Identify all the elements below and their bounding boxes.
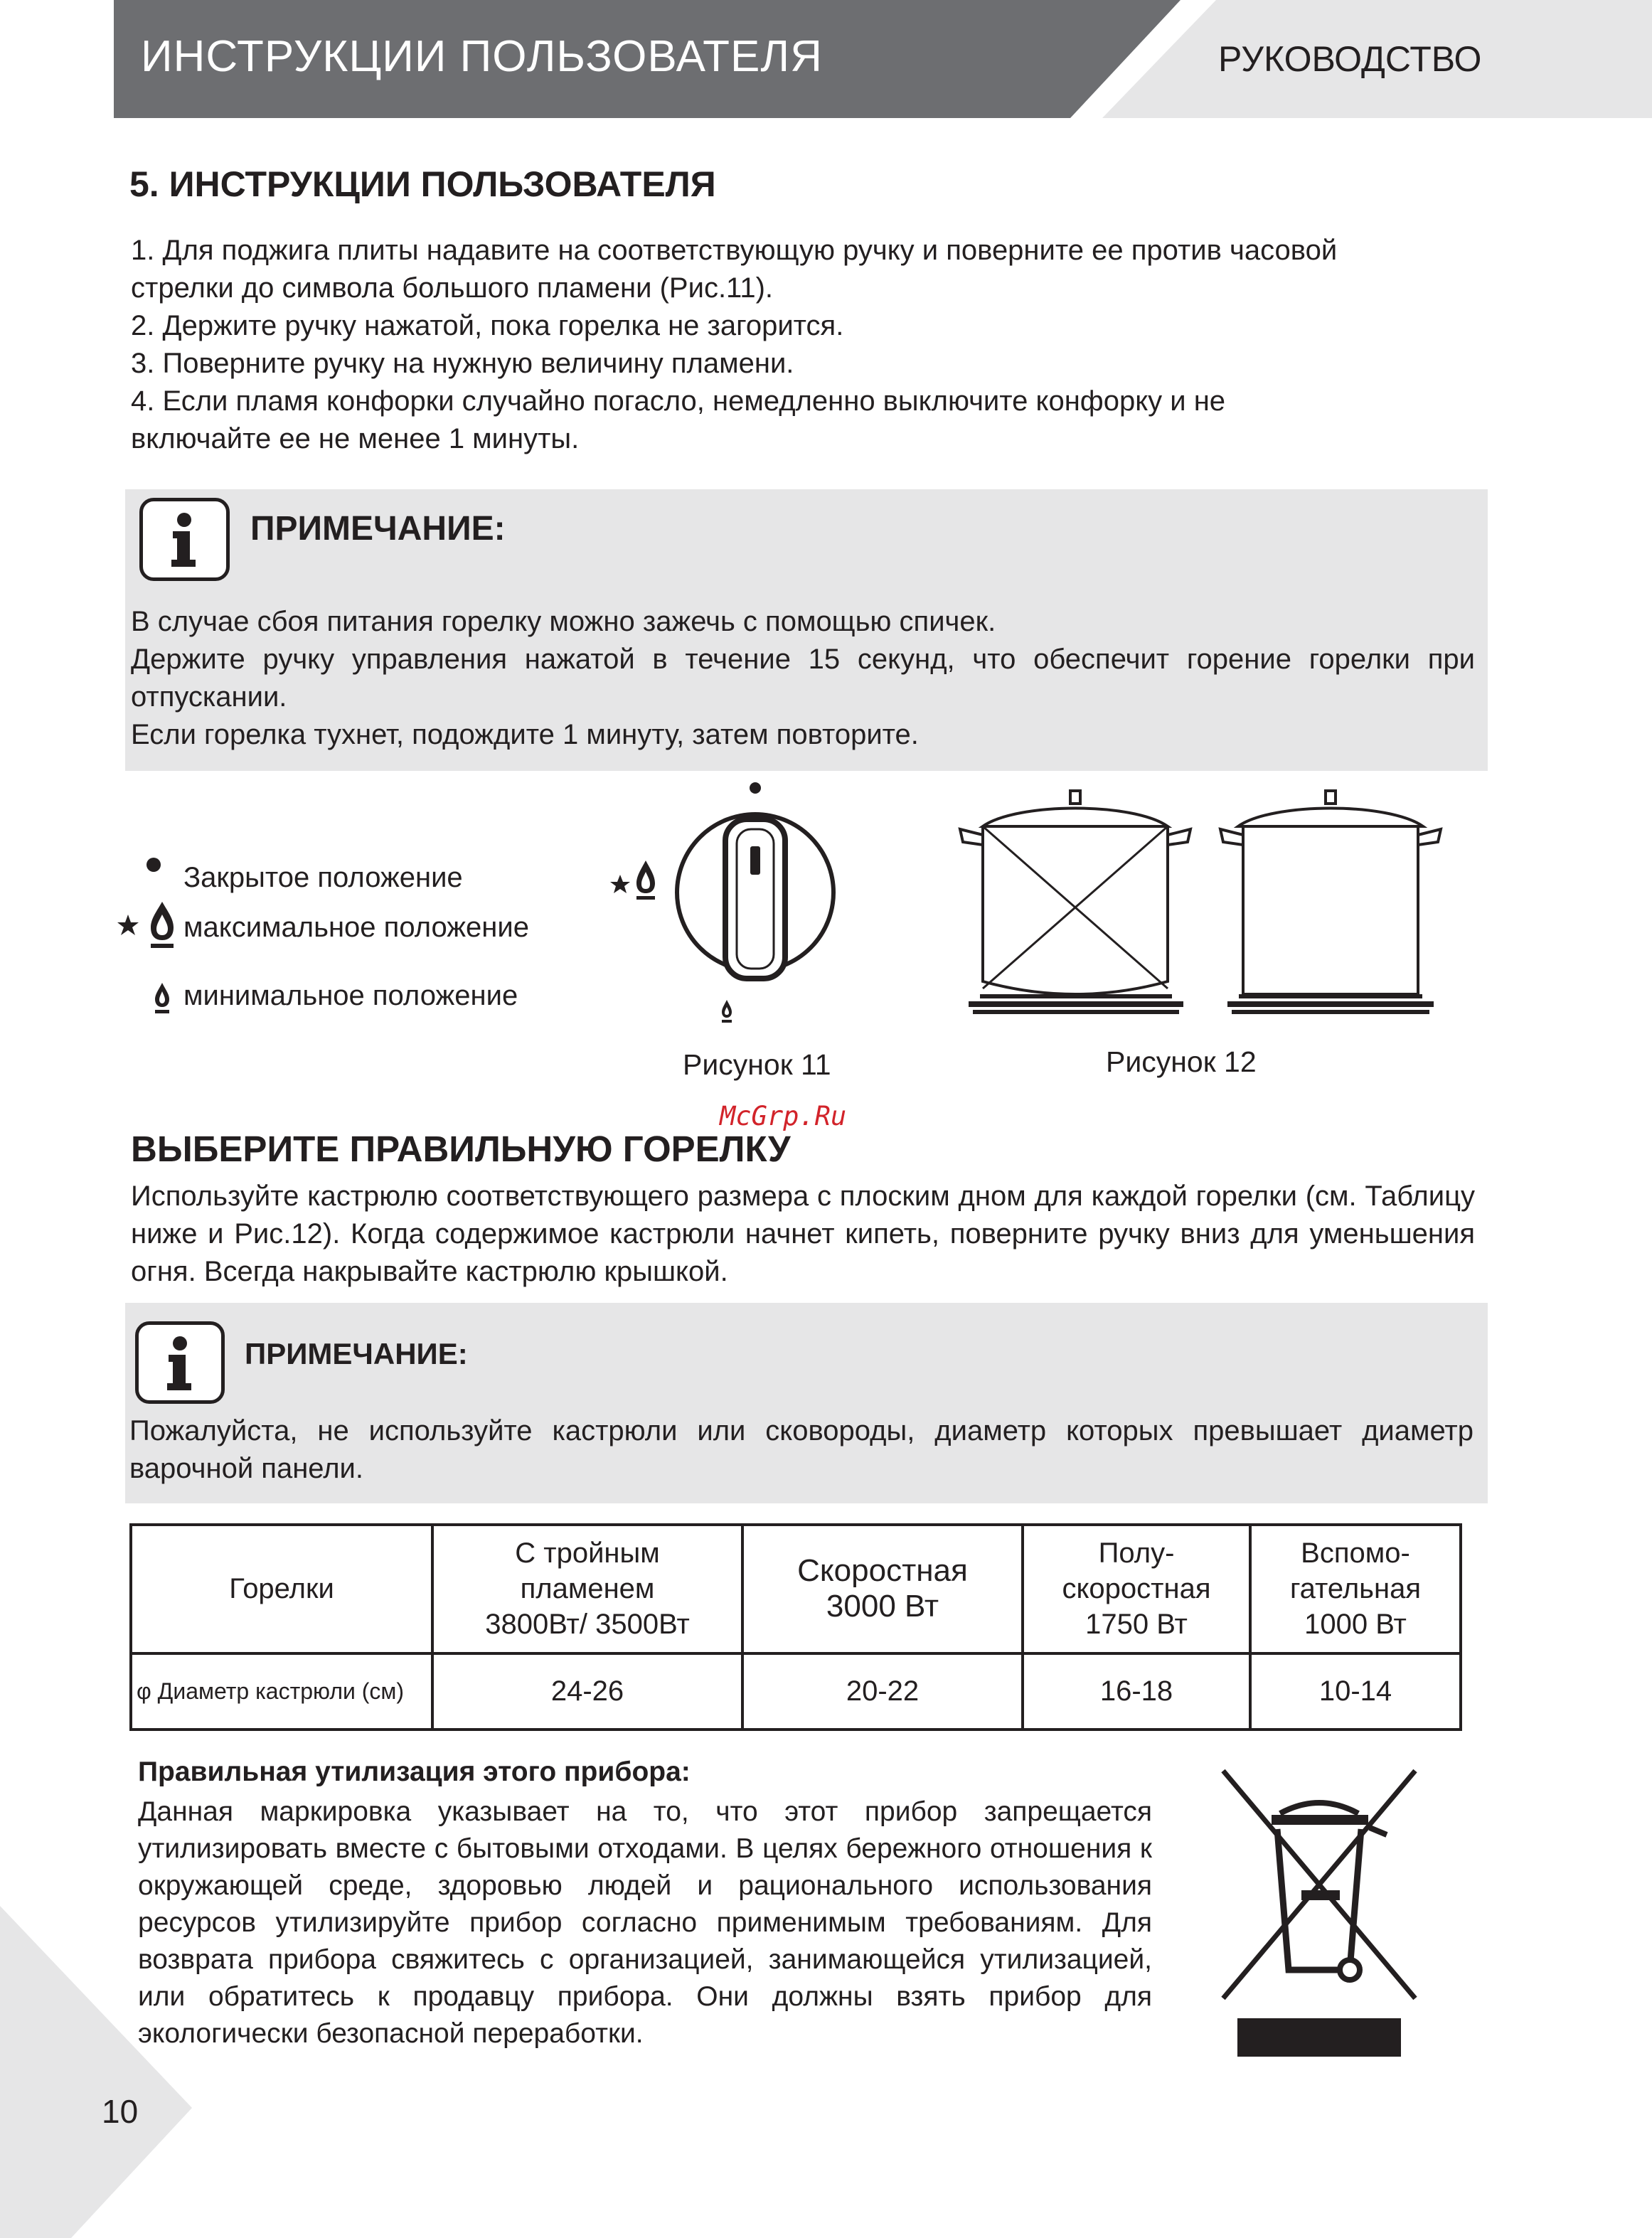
table-cell: 16-18	[1023, 1653, 1250, 1730]
note-line: Если горелка тухнет, подождите 1 минуту, затем повторите.	[131, 719, 919, 750]
small-flame-icon	[155, 983, 169, 1013]
select-burner-title: ВЫБЕРИТЕ ПРАВИЛЬНУЮ ГОРЕЛКУ	[131, 1129, 791, 1169]
table-header-cell: Скоростная 3000 Вт	[742, 1525, 1023, 1653]
select-burner-text	[131, 1178, 1475, 1291]
table-row	[131, 1653, 1461, 1730]
step-line: 3. Поверните ручку на нужную величину пламени.	[131, 348, 794, 379]
step-line: включайте ее не менее 1 минуты.	[131, 423, 580, 454]
page-number: 10	[102, 2093, 139, 2130]
note-text	[131, 603, 1475, 754]
step-line: стрелки до символа большого пламени (Рис.11).	[131, 272, 774, 304]
legend-closed: Закрытое положение	[183, 862, 463, 893]
disposal-paragraph: Данная маркировка указывает на то, что этот прибор запрещается утилизировать вместе с бытовыми отходами. В целях бережного отношения к окружающей среде, здоровью людей и рационального использования ресурсов утилизируйте прибор согласно применимым требованиям. Для возврата прибора свяжитесь с организацией, занимающейся утилизацией, или обратитесь к продавцу прибора. Они должны взять прибор для экологически безопасной переработки.	[138, 1796, 1152, 2049]
select-burner-paragraph: Используйте кастрюлю соответствующего размера с плоским дном для каждой горелки (см. Таблицу ниже и Рис.12). Когда содержимое кастрюли начнет кипеть, поверните ручку вниз для уменьшения огня. Всегда накрывайте кастрюлю крышкой.	[131, 1181, 1475, 1287]
dot-icon	[146, 858, 161, 872]
step-line: 4. Если пламя конфорки случайно погасло, немедленно выключите конфорку и не	[131, 385, 1226, 417]
info-icon	[139, 498, 230, 581]
figure-12-caption: Рисунок 12	[1106, 1045, 1257, 1078]
table-cell: 24-26	[432, 1653, 742, 1730]
legend-max: максимальное положение	[183, 912, 529, 943]
legend-icons	[114, 851, 192, 1028]
star-flame-icon	[117, 902, 174, 948]
legend-min: минимальное положение	[183, 980, 518, 1011]
disposal-title: Правильная утилизация этого прибора:	[138, 1757, 691, 1787]
note-title: ПРИМЕЧАНИЕ:	[245, 1337, 468, 1370]
note-line: Пожалуйста, не используйте кастрюли или сковороды, диаметр которых превышает диаметр варочной панели.	[129, 1415, 1474, 1484]
instruction-steps	[131, 232, 1482, 458]
table-header-cell: Полу- скоростная 1750 Вт	[1023, 1525, 1250, 1653]
note-line: В случае сбоя питания горелку можно зажечь с помощью спичек.	[131, 606, 996, 637]
burner-table	[129, 1523, 1462, 1731]
table-row-label: φ Диаметр кастрюли (см)	[131, 1653, 432, 1730]
step-line: 1. Для поджига плиты надавите на соответствующую ручку и поверните ее против часовой	[131, 235, 1338, 266]
note-title: ПРИМЕЧАНИЕ:	[250, 510, 506, 548]
table-cell: 10-14	[1250, 1653, 1461, 1730]
crossed-bin-icon	[1209, 1764, 1422, 2062]
figure-11-knob	[604, 775, 875, 1031]
header-manual-label: РУКОВОДСТВО	[1218, 39, 1482, 79]
header-section-title: ИНСТРУКЦИИ ПОЛЬЗОВАТЕЛЯ	[141, 32, 823, 81]
disposal-text	[138, 1794, 1152, 2052]
section-title: 5. ИНСТРУКЦИИ ПОЛЬЗОВАТЕЛЯ	[129, 164, 716, 204]
info-icon	[135, 1321, 225, 1404]
table-header-row	[131, 1525, 1461, 1653]
step-line: 2. Держите ручку нажатой, пока горелка не загорится.	[131, 310, 844, 341]
table-header-cell: Вспомо- гательная 1000 Вт	[1250, 1525, 1461, 1653]
wrong-pot-icon	[960, 791, 1190, 1014]
figure-11-caption: Рисунок 11	[683, 1048, 831, 1081]
table-cell: 20-22	[742, 1653, 1023, 1730]
correct-pot-icon	[1220, 791, 1441, 1014]
figure-12-pots	[953, 782, 1465, 1024]
table-header-cell: С тройным пламенем 3800Вт/ 3500Вт	[432, 1525, 742, 1653]
note-line: Держите ручку управления нажатой в течение 15 секунд, что обеспечит горение горелки при отпускании.	[131, 644, 1475, 713]
watermark: McGrp.Ru	[720, 1101, 847, 1131]
note-text	[129, 1412, 1474, 1488]
table-header-cell: Горелки	[131, 1525, 432, 1653]
